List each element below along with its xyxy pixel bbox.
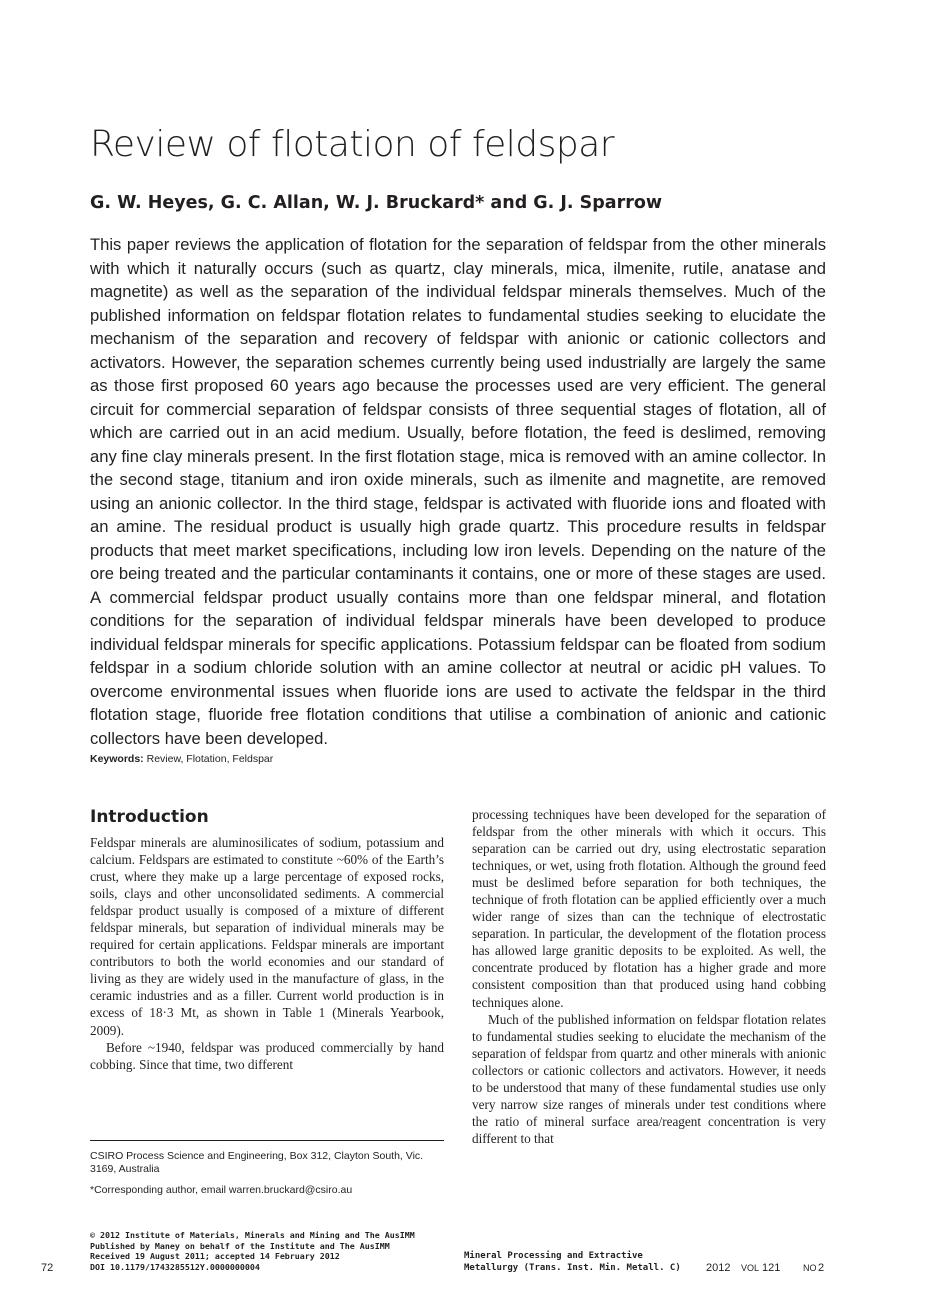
footnote-divider xyxy=(90,1140,444,1141)
volume-label: VOL xyxy=(741,1263,760,1273)
received-line: Received 19 August 2011; accepted 14 February 2012 xyxy=(90,1251,340,1262)
introduction-heading: Introduction xyxy=(90,807,209,827)
body-paragraph: processing techniques have been developed for the separation of feldspar from the other minerals with which it occurs. This separation can be carried out dry, using electrostatic separation techniques, or wet, using froth flotation. Although the ground feed must be deslimed before separation for both techniques, the technique of froth flotation can be applied efficiently over a much wider range of sizes than can the technique of electrostatic separation. In particular, the development of the flotation process has allowed large granitic deposits to be exploited. As well, the concentrate produced by flotation has a higher grade and more consistent composition than that produced using hand cobbing techniques alone. xyxy=(472,807,826,1010)
doi-line: DOI 10.1179/1743285512Y.0000000004 xyxy=(90,1261,260,1272)
volume-number: 121 xyxy=(762,1262,781,1274)
journal-name xyxy=(464,1251,681,1274)
right-column xyxy=(472,806,826,1147)
body-paragraph: Feldspar minerals are aluminosilicates of sodium, potassium and calcium. Feldspars are estimated to constitute ~60% of the Earth’s crust, where they make up a large percentage of exposed rocks, soils, clays and other unconsolidated sediments. A commercial feldspar product usually is composed of a mixture of different feldspar minerals, but separation of individual minerals may be required for certain applications. Feldspar minerals are important contributors to both the world economies and our standard of living as they are widely used in the manufacture of glass, in the ceramic industries and as a filler. Current world production is in excess of 18·3 Mt, as shown in Table 1 (Minerals Yearbook, 2009). xyxy=(90,835,444,1038)
affiliation-note: CSIRO Process Science and Engineering, Box 312, Clayton South, Vic. 3169, Australia xyxy=(90,1150,424,1175)
publication-info xyxy=(90,1230,415,1272)
journal-year: 2012 xyxy=(706,1262,731,1274)
corresponding-author-note: *Corresponding author, email warren.bruckard@csiro.au xyxy=(90,1184,353,1196)
page-number: 72 xyxy=(41,1262,54,1274)
abstract: This paper reviews the application of flotation for the separation of feldspar from the other minerals with which it naturally occurs (such as quartz, clay minerals, mica, ilmenite, rutile, anatase and magnetite) as well as the separation of the individual feldspar minerals themselves. Much of the published information on feldspar flotation relates to fundamental studies seeking to elucidate the mechanism of the separation and recovery of feldspar with anionic or cationic collectors and activators. However, the separation schemes currently being used industrially are largely the same as those first proposed 60 years ago because the processes used are very efficient. The general circuit for commercial separation of feldspar consists of three sequential stages of flotation, all of which are carried out in an acid medium. Usually, before flotation, the feed is deslimed, removing any fine clay minerals present. In the first flotation stage, mica is removed with an amine collector. In the second stage, titanium and iron oxide minerals, such as ilmenite and magnetite, are removed using an anionic collector. In the third stage, feldspar is activated with fluoride ions and floated with an amine. The residual product is usually high grade quartz. This procedure results in feldspar products that meet market specifications, including low iron levels. Depending on the nature of the ore being treated and the particular contaminants it contains, one or more of these stages are used. A commercial feldspar product usually contains more than one feldspar mineral, and flotation conditions for the separation of individual feldspar minerals have been developed to produce individual feldspar minerals for specific applications. Potassium feldspar can be floated from sodium feldspar in a sodium chloride solution with an amine collector at neutral or acidic pH values. To overcome environmental issues when fluoride ions are used to activate the feldspar in the third flotation stage, fluoride free flotation conditions that utilise a combination of anionic and cationic collectors have been developed. xyxy=(90,235,826,748)
keywords-label: Keywords: xyxy=(90,753,144,765)
publisher-line: Published by Maney on behalf of the Institute and The AusIMM xyxy=(90,1240,390,1251)
body-paragraph: Before ~1940, feldspar was produced commercially by hand cobbing. Since that time, two different xyxy=(90,1039,444,1072)
issue-label: NO xyxy=(803,1263,817,1273)
article-title: Review of flotation of feldspar xyxy=(90,124,615,165)
keywords-list: Review, Flotation, Feldspar xyxy=(146,753,274,765)
body-paragraph: Much of the published information on feldspar flotation relates to fundamental studies seeking to elucidate the mechanism of the separation of feldspar from quartz and other minerals with anionic collectors or cationic collectors and activators. However, it needs to be understood that many of these fundamental studies use only very narrow size ranges of minerals under test conditions where the ratio of mineral surface area/reagent concentration is very different to that xyxy=(472,1011,826,1146)
journal-name-line: Metallurgy (Trans. Inst. Min. Metall. C) xyxy=(464,1262,681,1273)
copyright-line: © 2012 Institute of Materials, Minerals and Mining and The AusIMM xyxy=(90,1230,415,1240)
issue-number: 2 xyxy=(818,1262,825,1274)
journal-name-line: Mineral Processing and Extractive xyxy=(464,1251,643,1261)
left-column xyxy=(90,806,444,1073)
author-list: G. W. Heyes, G. C. Allan, W. J. Bruckard* and G. J. Sparrow xyxy=(90,193,663,213)
keywords xyxy=(90,753,273,765)
